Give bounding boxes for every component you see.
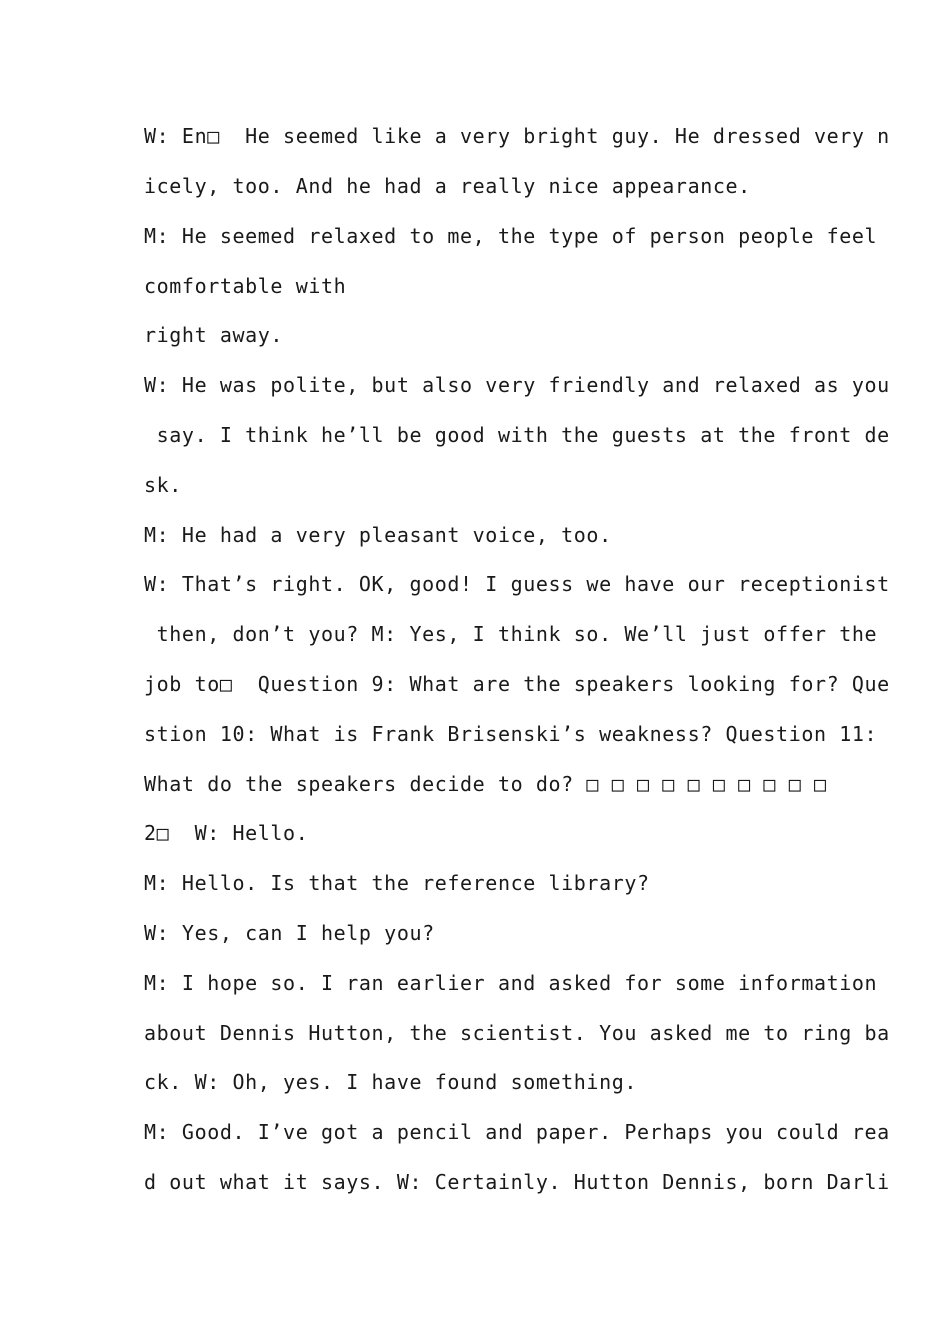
text-line: sk.: [144, 473, 182, 497]
text-line: W: That’s right. OK, good! I guess we have our receptionist: [144, 572, 890, 596]
text-line: then, don’t you? M: Yes, I think so. We’ll just offer the: [144, 622, 878, 646]
text-line: M: He seemed relaxed to me, the type of person people feel: [144, 224, 878, 248]
text-line: stion 10: What is Frank Brisenski’s weakness? Question 11:: [144, 722, 878, 746]
text-line: d out what it says. W: Certainly. Hutton Dennis, born Darli: [144, 1170, 890, 1194]
text-line: What do the speakers decide to do? □ □ □ □ □ □ □ □ □ □: [144, 772, 827, 796]
text-line: 2□ W: Hello.: [144, 821, 309, 845]
text-line: W: En□ He seemed like a very bright guy. He dressed very n: [144, 124, 890, 148]
text-line: W: He was polite, but also very friendly and relaxed as you: [144, 373, 890, 397]
text-line: M: Hello. Is that the reference library?: [144, 871, 650, 895]
text-line: M: I hope so. I ran earlier and asked for some information: [144, 971, 878, 995]
text-line: right away.: [144, 323, 284, 347]
text-line: say. I think he’ll be good with the guests at the front de: [144, 423, 890, 447]
text-line: about Dennis Hutton, the scientist. You asked me to ring ba: [144, 1021, 890, 1045]
text-line: M: He had a very pleasant voice, too.: [144, 523, 612, 547]
text-line: icely, too. And he had a really nice appearance.: [144, 174, 751, 198]
text-line: W: Yes, can I help you?: [144, 921, 435, 945]
text-line: ck. W: Oh, yes. I have found something.: [144, 1070, 637, 1094]
text-line: M: Good. I’ve got a pencil and paper. Perhaps you could rea: [144, 1120, 890, 1144]
text-line: comfortable with: [144, 274, 347, 298]
text-line: job to□ Question 9: What are the speakers looking for? Que: [144, 672, 890, 696]
